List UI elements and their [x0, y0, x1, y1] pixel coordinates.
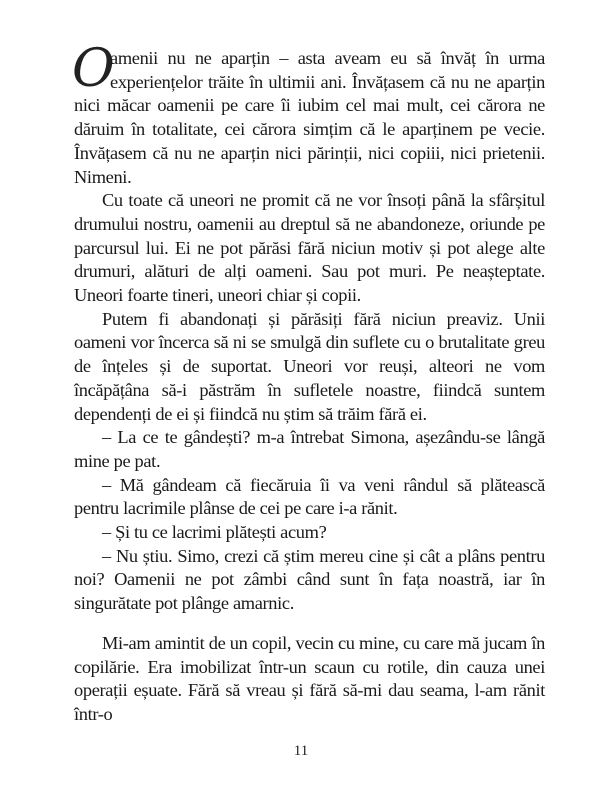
book-page-text	[72, 39, 545, 727]
paragraph-3: Putem fi abandonați și părăsiți fără niciun preaviz. Unii oameni vor încerca să ni se smulgă din suflete cu o brutalitate greu de înțeles și de suportat. Uneori vor reuși, alteori ne vom încăpățâna să-i păstrăm în sufletele noastre, fiindcă suntem dependenți de ei și fiindcă nu știm să trăim fără ei.	[74, 308, 545, 424]
dialogue-line-2: – Mă gândeam că fiecăruia îi va veni rândul să plătească pentru lacrimile plânse de cei pe care i-a rănit.	[74, 474, 545, 519]
dialogue-line-1: – La ce te gândești? m-a întrebat Simona, așezându-se lângă mine pe pat.	[74, 427, 545, 471]
dialogue-line-4: – Nu știu. Simo, crezi că știm mereu cine și cât a plâns pentru noi? Oamenii ne pot zâmbi când sunt în fața noastră, iar în singurătate pot plânge amarnic.	[74, 545, 545, 614]
dialogue-line-3: – Și tu ce lacrimi plătești acum?	[102, 522, 327, 543]
paragraph-final: Mi-am amintit de un copil, vecin cu mine, cu care mă jucam în copilărie. Era imobilizat într-un scaun cu rotile, din cauza unei operații eșuate. Fără să vreau și fără să-mi dau seama, l-am rănit într-o	[74, 632, 545, 724]
page-number: 11	[293, 743, 309, 759]
section-spacer	[74, 616, 545, 632]
drop-cap: O	[72, 39, 115, 99]
paragraph-2: Cu toate că uneori ne promit că ne vor însoți până la sfârșitul drumului nostru, oamenii au dreptul să ne abandoneze, oriunde pe parcursul lui. Ei ne pot părăsi fără niciun motiv și pot alege alte drumuri, alături de alți oameni. Sau pot muri. Pe neașteptate. Uneori foarte tineri, uneori chiar și copii.	[74, 190, 545, 306]
paragraph-1	[72, 39, 545, 189]
paragraph-1-text: amenii nu ne aparțin – asta aveam eu să învăț în urma experiențelor trăite în ultimii ani. Învățasem că nu ne aparțin nici măcar oamenii pe care îi iubim cel mai mult, cei cărora ne dăruim în totalitate, cei cărora simțim că le aparținem pe vecie. Învățasem că nu ne aparțin nici părinții, nici copiii, nici prietenii. Nimeni.	[74, 48, 545, 187]
